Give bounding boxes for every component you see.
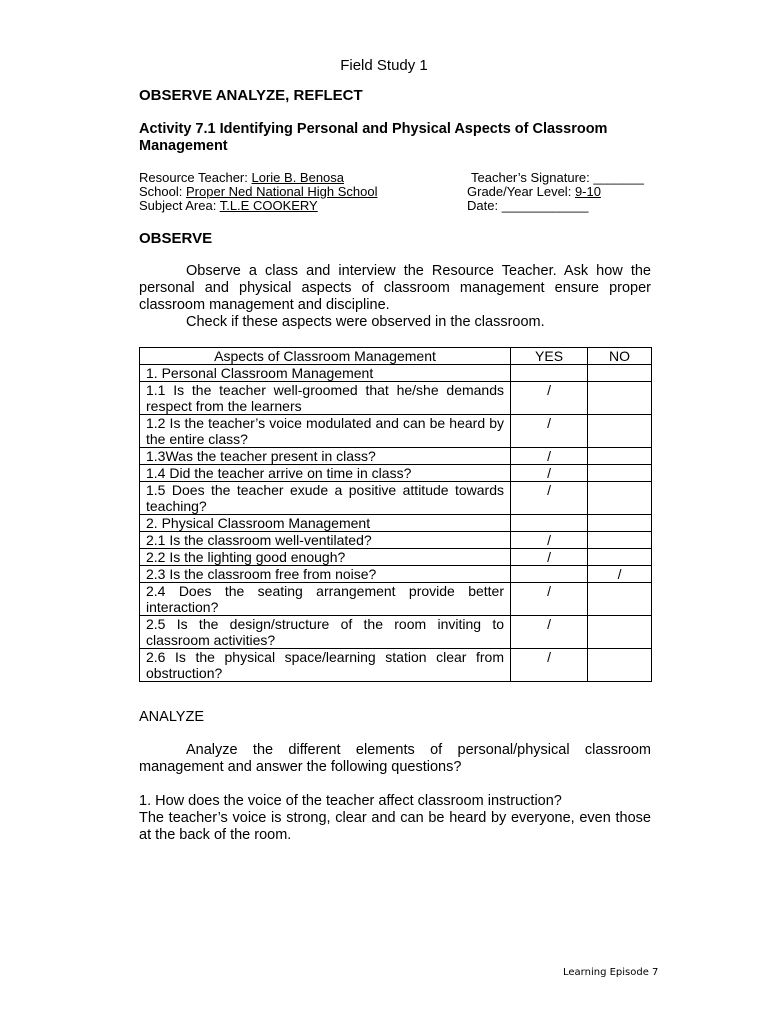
observe-paragraph-text: Observe a class and interview the Resource Teacher. Ask how the personal and physical aspects of classroom management ensure proper classroom management and discipline. [139, 263, 651, 313]
no-cell [588, 649, 652, 682]
aspect-cell: 1.3Was the teacher present in class? [140, 448, 511, 465]
no-cell [588, 465, 652, 482]
aspect-cell: 1.4 Did the teacher arrive on time in class? [140, 465, 511, 482]
yes-cell: / [511, 382, 588, 415]
aspect-cell: 2.4 Does the seating arrangement provide better interaction? [140, 583, 511, 616]
table-row [140, 583, 652, 616]
analyze-paragraph-text: Analyze the different elements of personal/physical classroom management and answer the following questions? [139, 742, 651, 775]
yes-cell: / [511, 448, 588, 465]
yes-cell [511, 515, 588, 532]
table-row [140, 616, 652, 649]
observe-paragraph [139, 263, 651, 331]
teacher-signature-label: Teacher’s Signature: [471, 170, 590, 185]
aspect-cell: 1.5 Does the teacher exude a positive attitude towards teaching? [140, 482, 511, 515]
table-row [140, 465, 652, 482]
no-cell [588, 515, 652, 532]
subject-area-value: T.L.E COOKERY [219, 198, 318, 213]
no-cell [588, 382, 652, 415]
yes-cell [511, 365, 588, 382]
yes-cell: / [511, 465, 588, 482]
no-cell [588, 448, 652, 465]
analyze-heading: ANALYZE [139, 709, 205, 725]
subject-area-line [139, 199, 318, 213]
observe-heading: OBSERVE [139, 230, 213, 247]
yes-cell: / [511, 482, 588, 515]
column-header-yes: YES [511, 348, 588, 365]
table-row [140, 532, 652, 549]
date-value: ____________ [501, 198, 589, 213]
aspect-cell: 2.3 Is the classroom free from noise? [140, 566, 511, 583]
yes-cell: / [511, 649, 588, 682]
table-row [140, 549, 652, 566]
resource-teacher-value: Lorie B. Benosa [251, 170, 345, 185]
no-cell [588, 482, 652, 515]
table-row [140, 649, 652, 682]
page-footer: Learning Episode 7 [563, 967, 659, 978]
school-label: School: [139, 184, 183, 199]
grade-level-line [467, 185, 601, 199]
yes-cell: / [511, 415, 588, 448]
yes-cell: / [511, 549, 588, 566]
aspect-cell: 1.2 Is the teacher’s voice modulated and can be heard by the entire class? [140, 415, 511, 448]
aspect-cell: 1. Personal Classroom Management [140, 365, 511, 382]
no-cell: / [588, 566, 652, 583]
analyze-paragraph [139, 742, 651, 776]
table-row [140, 365, 652, 382]
activity-title: Activity 7.1 Identifying Personal and Physical Aspects of Classroom Management [139, 121, 608, 154]
yes-cell: / [511, 532, 588, 549]
column-header-no: NO [588, 348, 652, 365]
teacher-signature-value: _______ [593, 170, 645, 185]
no-cell [588, 365, 652, 382]
yes-cell: / [511, 616, 588, 649]
table-row [140, 515, 652, 532]
column-header-aspects: Aspects of Classroom Management [140, 348, 511, 365]
answer-1: The teacher’s voice is strong, clear and can be heard by everyone, even those at the back of the room. [139, 810, 651, 843]
no-cell [588, 616, 652, 649]
aspect-cell: 2.5 Is the design/structure of the room inviting to classroom activities? [140, 616, 511, 649]
table-header-row [140, 348, 652, 365]
aspect-cell: 1.1 Is the teacher well-groomed that he/she demands respect from the learners [140, 382, 511, 415]
no-cell [588, 583, 652, 616]
section-title-observe-analyze-reflect: OBSERVE ANALYZE, REFLECT [139, 87, 363, 104]
page-header: Field Study 1 [340, 57, 428, 74]
question-1: 1. How does the voice of the teacher affect classroom instruction? [139, 793, 562, 809]
aspect-cell: 2. Physical Classroom Management [140, 515, 511, 532]
date-line [467, 199, 588, 213]
table-row [140, 482, 652, 515]
grade-level-value: 9-10 [574, 184, 601, 199]
aspect-cell: 2.2 Is the lighting good enough? [140, 549, 511, 566]
table-row [140, 382, 652, 415]
teacher-signature-line [471, 171, 644, 185]
resource-teacher-line [139, 171, 344, 185]
grade-level-label: Grade/Year Level: [467, 184, 572, 199]
table-row [140, 566, 652, 583]
question-block [139, 793, 651, 844]
school-value: Proper Ned National High School [186, 184, 378, 199]
no-cell [588, 415, 652, 448]
no-cell [588, 549, 652, 566]
school-line [139, 185, 378, 199]
yes-cell [511, 566, 588, 583]
yes-cell: / [511, 583, 588, 616]
no-cell [588, 532, 652, 549]
aspects-table [139, 347, 652, 682]
observe-instruction-text: Check if these aspects were observed in the classroom. [186, 314, 545, 330]
aspect-cell: 2.1 Is the classroom well-ventilated? [140, 532, 511, 549]
table-row [140, 415, 652, 448]
subject-area-label: Subject Area: [139, 198, 217, 213]
table-row [140, 448, 652, 465]
aspect-cell: 2.6 Is the physical space/learning station clear from obstruction? [140, 649, 511, 682]
date-label: Date: [467, 198, 499, 213]
resource-teacher-label: Resource Teacher: [139, 170, 248, 185]
